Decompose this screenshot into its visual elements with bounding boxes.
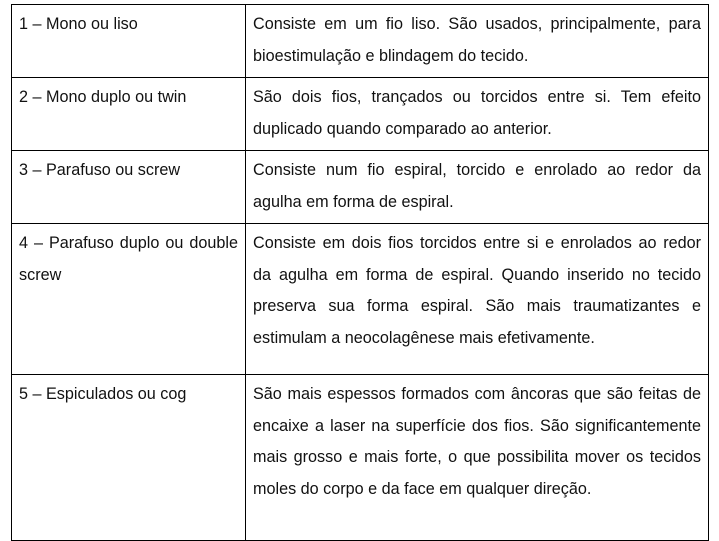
thread-type-description: Consiste em dois fios torcidos entre si e enrolados ao redor da agulha em forma de espiral. Quando inserido no tecido preserva sua forma espiral. São mais traumatizantes e estimulam a neocolagênese mais efetivamente. — [246, 224, 709, 375]
thread-type-name: 3 – Parafuso ou screw — [12, 151, 246, 224]
thread-type-name: 4 – Parafuso duplo ou double screw — [12, 224, 246, 375]
thread-type-description: Consiste em um fio liso. São usados, principalmente, para bioestimulação e blindagem do tecido. — [246, 5, 709, 78]
thread-type-description: São dois fios, trançados ou torcidos entre si. Tem efeito duplicado quando comparado ao anterior. — [246, 78, 709, 151]
table-row — [12, 375, 709, 541]
thread-type-description: São mais espessos formados com âncoras que são feitas de encaixe a laser na superfície dos fios. São significantemente mais grosso e mais forte, o que possibilita mover os tecidos moles do corpo e da face em qualquer direção. — [246, 375, 709, 541]
thread-type-name: 1 – Mono ou liso — [12, 5, 246, 78]
thread-type-description: Consiste num fio espiral, torcido e enrolado ao redor da agulha em forma de espiral. — [246, 151, 709, 224]
thread-type-name: 2 – Mono duplo ou twin — [12, 78, 246, 151]
table-row — [12, 224, 709, 375]
table-row — [12, 5, 709, 78]
table-row — [12, 151, 709, 224]
table-row — [12, 78, 709, 151]
thread-type-name: 5 – Espiculados ou cog — [12, 375, 246, 541]
thread-types-table — [11, 4, 709, 541]
